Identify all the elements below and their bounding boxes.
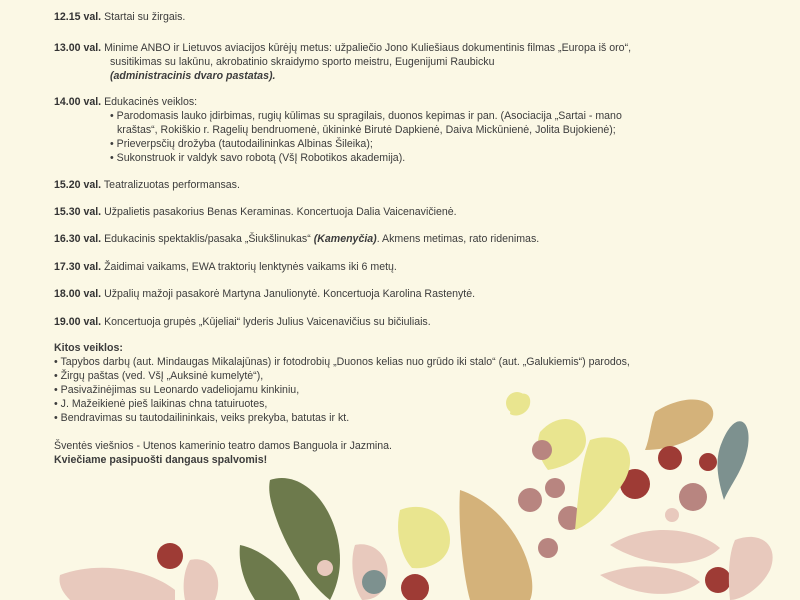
time-label: 19.00 val. bbox=[54, 316, 102, 328]
entry-text: Žaidimai vaikams, EWA traktorių lenktynės vaikams iki 6 metų. bbox=[104, 261, 397, 273]
leaf-shape bbox=[59, 568, 175, 600]
other-activity-item: • J. Mažeikienė pieš laikinas chna tatuiruotes, bbox=[54, 398, 268, 410]
berry-dot bbox=[532, 440, 552, 460]
berry-dot bbox=[705, 567, 731, 593]
leaf-shape bbox=[718, 421, 749, 500]
activity-bullet: • Prieverpsčių drožyba (tautodailininkas Albinas Šileika); bbox=[110, 138, 373, 150]
berry-dot bbox=[506, 392, 528, 414]
berry-dot bbox=[679, 483, 707, 511]
time-label: 15.30 val. bbox=[54, 206, 102, 218]
berry-dot bbox=[157, 543, 183, 569]
berry-dot bbox=[518, 488, 542, 512]
berry-dot bbox=[658, 446, 682, 470]
entry-text: . Akmens metimas, rato ridenimas. bbox=[376, 233, 540, 245]
berry-dot bbox=[538, 538, 558, 558]
activity-bullet-cont: kraštas“, Rokiškio r. Ragelių bendruomenė, ūkininkė Birutė Dapkienė, Daiva Mickūnienė, Jolita Bujokienė); bbox=[117, 124, 616, 136]
activity-bullet: • Parodomasis lauko įdirbimas, rugių kūlimas su spragilais, duonos kepimas ir pan. (Asociacija „Sartai - mano bbox=[110, 110, 622, 122]
other-activity-item: • Žirgų paštas (ved. VšĮ „Auksinė kumelytė“), bbox=[54, 370, 264, 382]
time-label: 18.00 val. bbox=[54, 288, 102, 300]
leaf-shape bbox=[645, 400, 713, 450]
leaf-shape bbox=[240, 545, 300, 600]
activity-bullet: • Sukonstruok ir valdyk savo robotą (VšĮ Robotikos akademija). bbox=[110, 152, 406, 164]
time-label: 13.00 val. bbox=[54, 42, 102, 54]
other-activities-title: Kitos veiklos: bbox=[54, 342, 123, 354]
leaf-shape bbox=[398, 507, 450, 568]
entry-text: Užpalių mažoji pasakorė Martyna Janulionytė. Koncertuoja Karolina Rastenytė. bbox=[104, 288, 476, 300]
time-label: 15.20 val. bbox=[54, 179, 102, 191]
time-label: 17.30 val. bbox=[54, 261, 102, 273]
berry-dot bbox=[317, 560, 333, 576]
time-label: 12.15 val. bbox=[54, 11, 102, 23]
time-label: 14.00 val. bbox=[54, 96, 102, 108]
invitation-text: Kviečiame pasipuošti dangaus spalvomis! bbox=[54, 454, 268, 466]
berry-dot bbox=[545, 478, 565, 498]
berry-dot bbox=[401, 574, 429, 600]
berry-dot bbox=[665, 508, 679, 522]
entry-text: Edukacinis spektaklis/pasaka „Šiukšlinukas“ bbox=[104, 233, 314, 245]
guests-note: Šventės viešnios - Utenos kamerinio teatro damos Banguola ir Jazmina. bbox=[54, 440, 392, 452]
other-activity-item: • Bendravimas su tautodailininkais, veiks prekyba, batutas ir kt. bbox=[54, 412, 350, 424]
other-activity-item: • Pasivažinėjimas su Leonardo vadeliojamu kinkiniu, bbox=[54, 384, 300, 396]
leaf-shape bbox=[729, 537, 773, 600]
leaf-shape bbox=[184, 559, 219, 600]
other-activity-item: • Tapybos darbų (aut. Mindaugas Mikalajūnas) ir fotodrobių „Duonos kelias nuo grūdo iki stalo“ (aut. „Galukiemis“) parodos, bbox=[54, 356, 630, 368]
leaf-shape bbox=[600, 566, 700, 594]
entry-text: Startai su žirgais. bbox=[104, 11, 186, 23]
entry-location: (administracinis dvaro pastatas). bbox=[110, 70, 276, 82]
entry-title: Edukacinės veiklos: bbox=[104, 96, 198, 108]
entry-text-line2: susitikimas su lakūnu, akrobatinio skraidymo sporto meistru, Eugenijumi Raubicku bbox=[110, 56, 495, 68]
time-label: 16.30 val. bbox=[54, 233, 102, 245]
entry-text: Teatralizuotas performansas. bbox=[103, 179, 240, 191]
entry-location: (Kamenyčia) bbox=[313, 233, 377, 245]
entry-text: Užpalietis pasakorius Benas Keraminas. Koncertuoja Dalia Vaicenavičienė. bbox=[104, 206, 457, 218]
berry-dot bbox=[699, 453, 717, 471]
berry-dot bbox=[362, 570, 386, 594]
entry-text: Minime ANBO ir Lietuvos aviacijos kūrėjų metus: užpaliečio Jono Kuliešiaus dokumentinis filmas „Europa iš oro“, bbox=[104, 42, 632, 54]
leaf-shape bbox=[575, 437, 630, 530]
leaf-shape bbox=[610, 530, 720, 563]
entry-text: Koncertuoja grupės „Kūjeliai“ lyderis Julius Vaicenavičius su bičiuliais. bbox=[104, 316, 431, 328]
